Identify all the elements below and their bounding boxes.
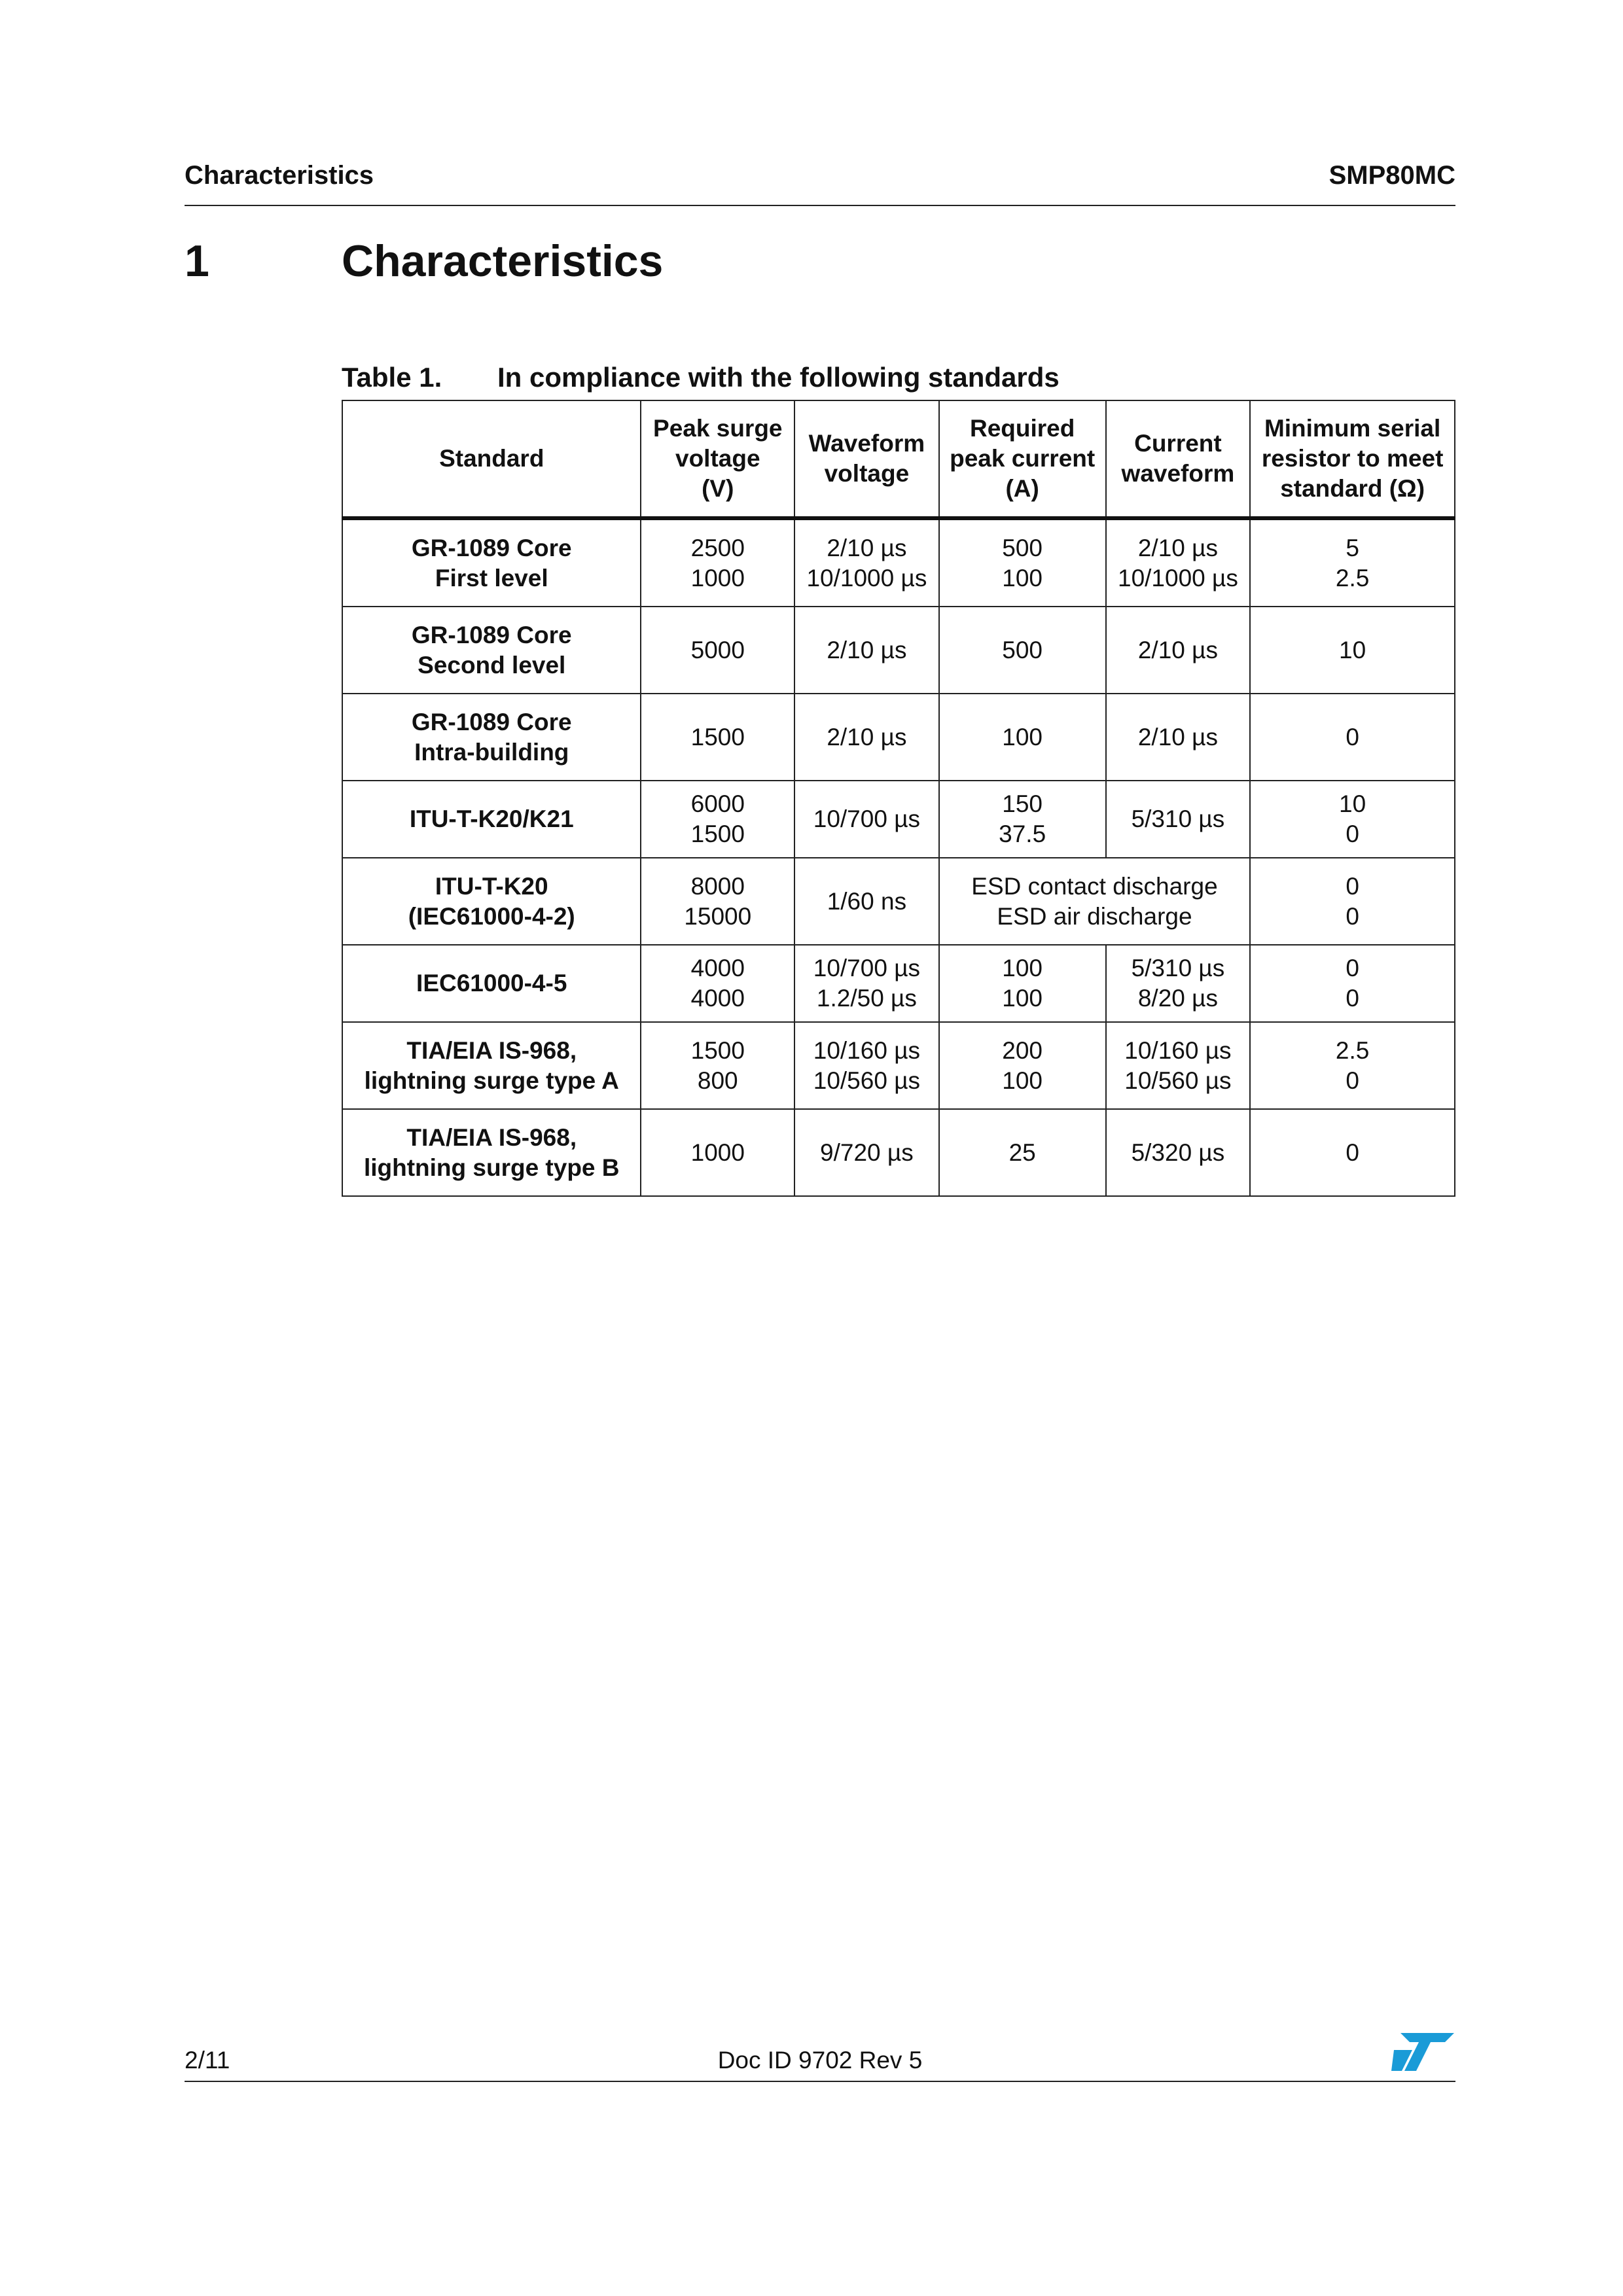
header-peak-surge-voltage: Peak surge voltage (V) [641,400,794,518]
cell-current-waveform: 5/320 µs [1106,1109,1251,1196]
cell-peak-current: 200 100 [939,1022,1106,1109]
table-row [342,1109,1455,1196]
cell-waveform-voltage: 10/700 µs 1.2/50 µs [794,945,939,1022]
cell-standard: GR-1089 Core Second level [342,607,641,694]
table-label: Table 1. [342,362,442,393]
cell-peak-voltage: 5000 [641,607,794,694]
cell-peak-voltage: 1500 800 [641,1022,794,1109]
header-minimum-serial-resistor: Minimum serial resistor to meet standard (Ω) [1250,400,1455,518]
table-row [342,781,1455,858]
cell-waveform-voltage: 10/700 µs [794,781,939,858]
section-number: 1 [185,236,209,286]
table-row [342,1022,1455,1109]
cell-waveform-voltage: 9/720 µs [794,1109,939,1196]
cell-peak-current: 100 100 [939,945,1106,1022]
cell-peak-current: 150 37.5 [939,781,1106,858]
cell-peak-voltage: 6000 1500 [641,781,794,858]
cell-peak-voltage: 1500 [641,694,794,781]
cell-waveform-voltage: 1/60 ns [794,858,939,945]
cell-peak-voltage: 8000 15000 [641,858,794,945]
cell-waveform-voltage: 10/160 µs 10/560 µs [794,1022,939,1109]
cell-peak-current: 100 [939,694,1106,781]
header-section-name: Characteristics [185,161,374,190]
cell-standard: TIA/EIA IS-968, lightning surge type A [342,1022,641,1109]
page-footer [185,2047,1455,2082]
cell-current-waveform: 2/10 µs 10/1000 µs [1106,518,1251,607]
cell-peak-voltage: 1000 [641,1109,794,1196]
cell-min-resistor: 0 0 [1250,945,1455,1022]
cell-standard: GR-1089 Core Intra-building [342,694,641,781]
cell-min-resistor: 10 [1250,607,1455,694]
cell-standard: GR-1089 Core First level [342,518,641,607]
cell-min-resistor: 0 [1250,694,1455,781]
table-header-row [342,400,1455,518]
cell-standard: TIA/EIA IS-968, lightning surge type B [342,1109,641,1196]
table-row [342,858,1455,945]
cell-esd-discharge: ESD contact discharge ESD air discharge [939,858,1251,945]
cell-standard: ITU-T-K20/K21 [342,781,641,858]
page-header [185,159,1455,206]
cell-peak-current: 500 [939,607,1106,694]
table-row [342,607,1455,694]
table-row [342,694,1455,781]
header-waveform-voltage: Waveform voltage [794,400,939,518]
cell-current-waveform: 10/160 µs 10/560 µs [1106,1022,1251,1109]
cell-standard: IEC61000-4-5 [342,945,641,1022]
cell-current-waveform: 5/310 µs 8/20 µs [1106,945,1251,1022]
table-row [342,518,1455,607]
cell-waveform-voltage: 2/10 µs 10/1000 µs [794,518,939,607]
cell-current-waveform: 5/310 µs [1106,781,1251,858]
standards-table [342,400,1455,1197]
st-logo-icon [1390,2030,1455,2074]
cell-peak-voltage: 4000 4000 [641,945,794,1022]
cell-min-resistor: 5 2.5 [1250,518,1455,607]
st-logo-shape [1391,2033,1454,2071]
header-standard: Standard [342,400,641,518]
header-required-peak-current: Required peak current (A) [939,400,1106,518]
table-row [342,945,1455,1022]
cell-min-resistor: 0 0 [1250,858,1455,945]
cell-waveform-voltage: 2/10 µs [794,607,939,694]
cell-current-waveform: 2/10 µs [1106,607,1251,694]
header-part-number: SMP80MC [1329,161,1455,190]
header-current-waveform: Current waveform [1106,400,1251,518]
cell-min-resistor: 10 0 [1250,781,1455,858]
section-title: Characteristics [342,236,664,286]
table-caption-text: In compliance with the following standards [497,362,1060,393]
cell-current-waveform: 2/10 µs [1106,694,1251,781]
document-id: Doc ID 9702 Rev 5 [717,2047,923,2074]
cell-peak-voltage: 2500 1000 [641,518,794,607]
page-number: 2/11 [185,2047,230,2074]
cell-min-resistor: 0 [1250,1109,1455,1196]
cell-peak-current: 500 100 [939,518,1106,607]
cell-waveform-voltage: 2/10 µs [794,694,939,781]
cell-min-resistor: 2.5 0 [1250,1022,1455,1109]
cell-standard: ITU-T-K20 (IEC61000-4-2) [342,858,641,945]
cell-peak-current: 25 [939,1109,1106,1196]
